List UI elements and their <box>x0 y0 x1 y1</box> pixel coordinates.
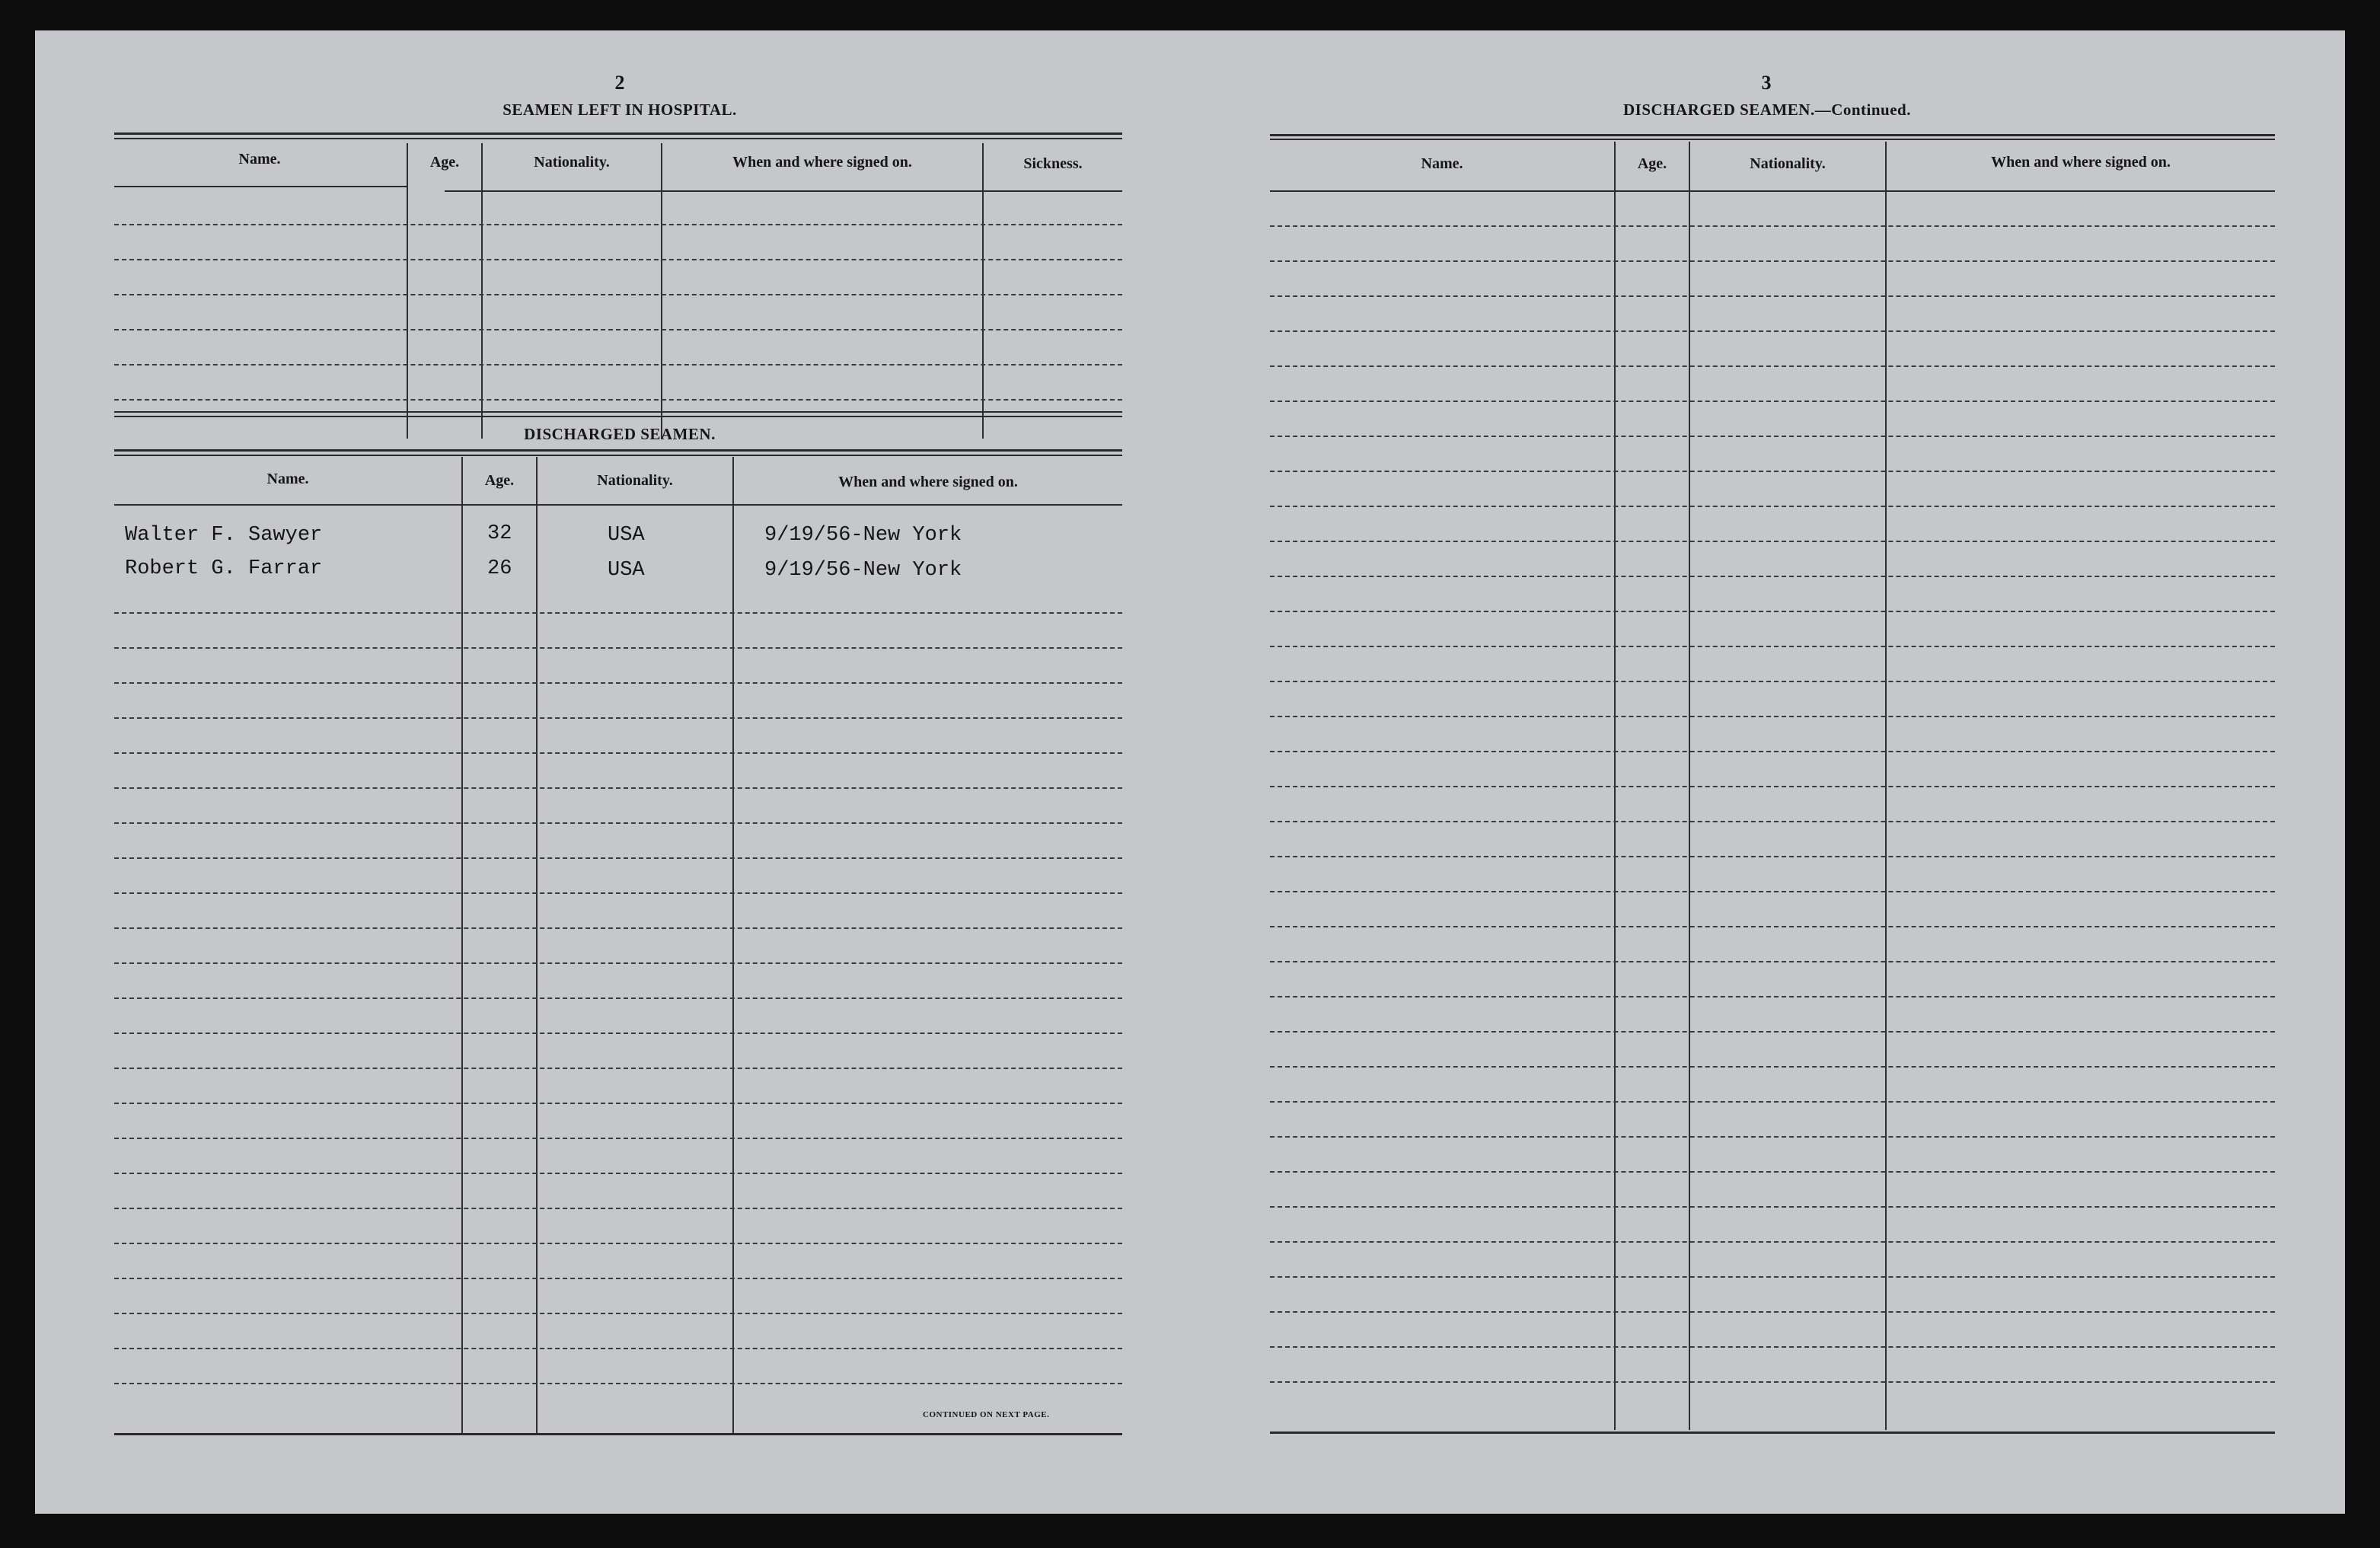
seaman-nationality: USA <box>608 524 645 547</box>
ruled-line <box>114 752 1122 754</box>
seaman-signed-on: 9/19/56-New York <box>764 524 962 547</box>
ruled-line <box>114 364 1122 365</box>
ruled-line <box>1270 1241 2275 1243</box>
ruled-line <box>114 399 1122 401</box>
ruled-line <box>1270 646 2275 647</box>
seaman-age: 26 <box>487 557 512 580</box>
hospital-col-sickness: Sickness. <box>1023 155 1083 172</box>
ruled-line <box>1270 506 2275 507</box>
ruled-line <box>114 1348 1122 1349</box>
continued-col-signed-on: When and where signed on. <box>1991 154 2171 171</box>
left-page-number: 2 <box>614 72 625 94</box>
ruled-line <box>1270 1101 2275 1103</box>
discharged-col-nationality: Nationality. <box>597 472 673 489</box>
right-page-number: 3 <box>1761 72 1772 94</box>
continued-col-age: Age. <box>1637 155 1667 172</box>
ruled-line <box>1270 1276 2275 1278</box>
ruled-line <box>114 1313 1122 1314</box>
ruled-line <box>114 294 1122 295</box>
ruled-line <box>1270 961 2275 962</box>
ruled-line <box>1270 1311 2275 1313</box>
discharged-section-title: DISCHARGED SEAMEN. <box>524 425 716 443</box>
ruled-line <box>1270 295 2275 297</box>
ruled-line <box>1270 541 2275 542</box>
ruled-line <box>114 962 1122 964</box>
discharged-col-signed-on: When and where signed on. <box>838 474 1018 490</box>
ruled-line <box>1270 786 2275 787</box>
hospital-col-age: Age. <box>429 154 460 171</box>
ruled-line <box>1270 751 2275 752</box>
continued-col-nationality: Nationality. <box>1750 155 1826 172</box>
ruled-line <box>114 1033 1122 1034</box>
hospital-col-signed-on: When and where signed on. <box>732 154 912 171</box>
ruled-line <box>1270 260 2275 262</box>
ruled-line <box>1270 1066 2275 1068</box>
ruled-line <box>1270 681 2275 682</box>
ruled-line <box>114 259 1122 260</box>
ruled-line <box>1270 856 2275 857</box>
ruled-line <box>1270 365 2275 367</box>
ruled-line <box>1270 436 2275 437</box>
ruled-line <box>114 787 1122 789</box>
seaman-name: Robert G. Farrar <box>125 557 323 580</box>
ruled-line <box>114 612 1122 614</box>
discharged-col-age: Age. <box>484 472 515 489</box>
seaman-name: Walter F. Sawyer <box>125 524 323 547</box>
ruled-line <box>1270 821 2275 822</box>
ruled-line <box>114 1138 1122 1139</box>
ruled-line <box>114 329 1122 330</box>
ruled-line <box>114 997 1122 999</box>
seaman-nationality: USA <box>608 559 645 582</box>
ruled-line <box>114 927 1122 929</box>
ruled-line <box>1270 471 2275 472</box>
ruled-line <box>1270 576 2275 577</box>
ruled-line <box>114 1383 1122 1384</box>
ruled-line <box>114 857 1122 859</box>
ruled-line <box>114 647 1122 649</box>
continued-col-name: Name. <box>1421 155 1463 172</box>
ruled-line <box>1270 996 2275 997</box>
ruled-line <box>1270 330 2275 332</box>
ruled-line <box>1270 1031 2275 1033</box>
manifest-sheet <box>35 30 2345 1514</box>
seaman-signed-on: 9/19/56-New York <box>764 559 962 582</box>
ruled-line <box>114 1068 1122 1069</box>
ruled-line <box>1270 1136 2275 1138</box>
ruled-line <box>114 892 1122 894</box>
ruled-line <box>1270 1171 2275 1173</box>
hospital-col-name: Name. <box>238 151 281 168</box>
discharged-col-name: Name. <box>266 471 309 487</box>
ruled-line <box>114 717 1122 719</box>
ruled-line <box>114 1208 1122 1209</box>
ruled-line <box>1270 225 2275 227</box>
right-page-title: DISCHARGED SEAMEN.—Continued. <box>1623 101 1911 119</box>
hospital-col-nationality: Nationality. <box>534 154 610 171</box>
ruled-line <box>114 822 1122 824</box>
ruled-line <box>1270 891 2275 892</box>
ruled-line <box>114 1278 1122 1279</box>
ruled-line <box>114 1103 1122 1104</box>
ruled-line <box>1270 926 2275 927</box>
ruled-line <box>1270 1346 2275 1348</box>
ruled-line <box>114 1243 1122 1244</box>
seaman-age: 32 <box>487 522 512 545</box>
ruled-line <box>1270 401 2275 402</box>
ruled-line <box>114 1173 1122 1174</box>
ruled-line <box>1270 1206 2275 1208</box>
continued-note: CONTINUED ON NEXT PAGE. <box>923 1410 1050 1419</box>
ruled-line <box>114 682 1122 684</box>
ruled-line <box>1270 716 2275 717</box>
hospital-section-title: SEAMEN LEFT IN HOSPITAL. <box>502 101 737 119</box>
ruled-line <box>1270 1381 2275 1383</box>
ruled-line <box>114 224 1122 225</box>
ruled-line <box>1270 611 2275 612</box>
